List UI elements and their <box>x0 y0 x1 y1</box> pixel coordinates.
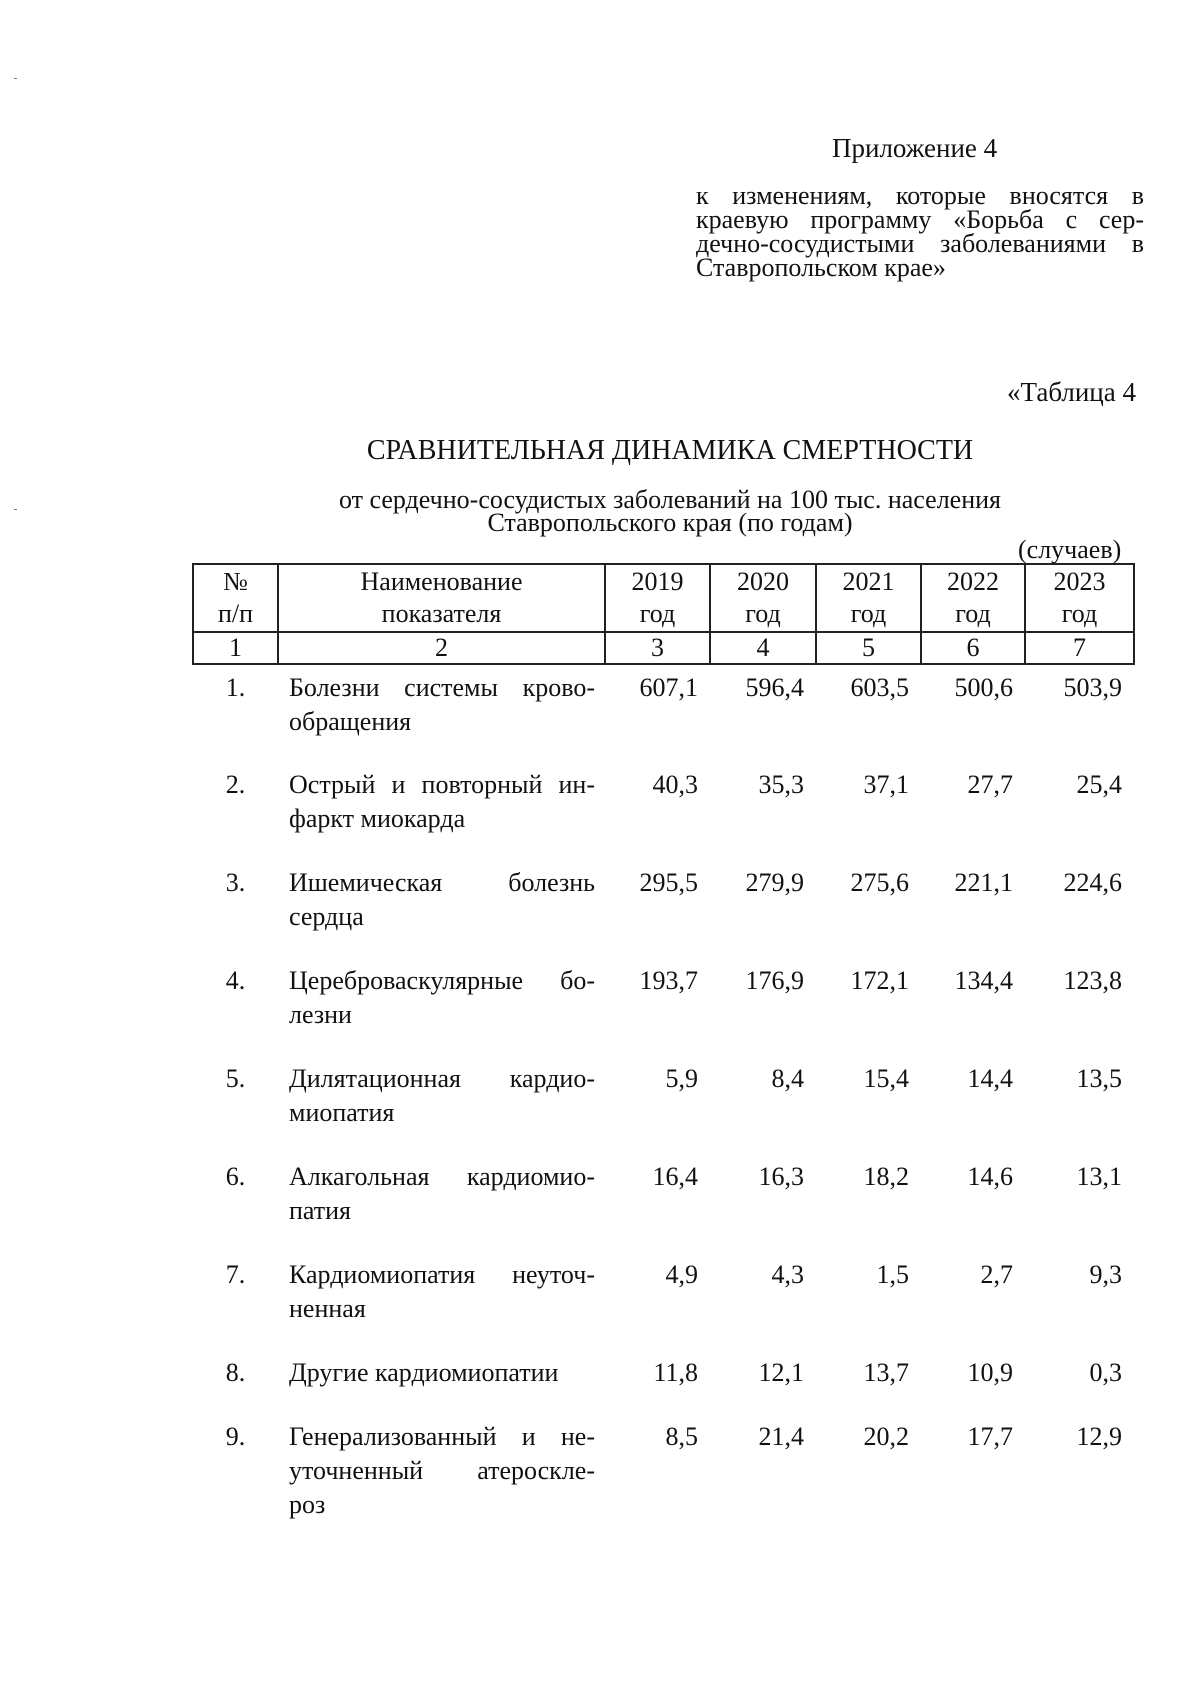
appendix-subtitle-line: к изменениям, которые вносятся в <box>696 181 1144 210</box>
column-number: 2 <box>278 632 605 664</box>
value-cell: 4,3 <box>771 1260 804 1289</box>
value-cell: 17,7 <box>967 1422 1013 1451</box>
value-cell: 20,2 <box>863 1422 909 1451</box>
column-number: 3 <box>605 632 710 664</box>
appendix-subtitle-line: краевую программу «Борьба с сер- <box>696 205 1144 234</box>
value-cell: 16,3 <box>758 1162 804 1191</box>
value-cell: 8,4 <box>771 1064 804 1093</box>
value-cell: 12,9 <box>1076 1422 1122 1451</box>
row-number: 1. <box>225 673 246 702</box>
indicator-name: Алкагольная кардиомио- патия <box>289 1162 595 1225</box>
value-cell: 10,9 <box>967 1358 1013 1387</box>
value-cell: 40,3 <box>652 770 698 799</box>
column-header: 2023 год <box>1025 564 1134 632</box>
table-row <box>193 1252 1134 1350</box>
value-cell: 27,7 <box>967 770 1013 799</box>
value-cell: 18,2 <box>863 1162 909 1191</box>
column-header: Наименование показателя <box>278 564 605 632</box>
value-cell: 11,8 <box>653 1358 698 1387</box>
table-row <box>193 860 1134 958</box>
value-cell: 15,4 <box>863 1064 909 1093</box>
value-cell: 2,7 <box>980 1260 1013 1289</box>
column-header: 2020 год <box>710 564 816 632</box>
column-header: 2019 год <box>605 564 710 632</box>
value-cell: 8,5 <box>665 1422 698 1451</box>
header-row <box>193 564 1134 632</box>
column-number: 7 <box>1025 632 1134 664</box>
value-cell: 5,9 <box>665 1064 698 1093</box>
table-row <box>193 1350 1134 1414</box>
table-subtitle-line: от сердечно-сосудистых заболеваний на 100 тыс. населения <box>338 485 1001 514</box>
column-header: 2022 год <box>921 564 1025 632</box>
value-cell: 224,6 <box>1063 868 1122 897</box>
appendix-title: Приложение 4 <box>832 133 998 163</box>
value-cell: 603,5 <box>850 673 909 702</box>
appendix-subtitle-line: дечно-сосудистыми заболеваниями в <box>696 229 1144 258</box>
value-cell: 14,4 <box>967 1064 1013 1093</box>
scan-mark <box>14 78 17 79</box>
value-cell: 9,3 <box>1089 1260 1122 1289</box>
mortality-table <box>192 563 1135 1522</box>
value-cell: 503,9 <box>1063 673 1122 702</box>
table-row <box>193 1154 1134 1252</box>
table-subtitle <box>0 485 1200 537</box>
table-row <box>193 958 1134 1056</box>
indicator-name: Генерализованный и не- уточненный атероскле- роз <box>289 1422 595 1519</box>
value-cell: 13,5 <box>1076 1064 1122 1093</box>
value-cell: 176,9 <box>745 966 804 995</box>
row-number: 3. <box>225 868 246 897</box>
row-number: 5. <box>225 1064 246 1093</box>
row-number: 8. <box>225 1358 246 1387</box>
indicator-name: Цереброваскулярные бо- лезни <box>289 966 595 1029</box>
table-row <box>193 1056 1134 1154</box>
row-number: 2. <box>225 770 246 799</box>
value-cell: 13,7 <box>863 1358 909 1387</box>
value-cell: 123,8 <box>1063 966 1122 995</box>
value-cell: 193,7 <box>639 966 698 995</box>
row-number: 7. <box>225 1260 246 1289</box>
column-number: 5 <box>816 632 921 664</box>
appendix-subtitle <box>696 181 1144 282</box>
table-label: «Таблица 4 <box>1007 377 1136 407</box>
column-header: 2021 год <box>816 564 921 632</box>
value-cell: 221,1 <box>954 868 1013 897</box>
value-cell: 607,1 <box>639 673 698 702</box>
value-cell: 16,4 <box>652 1162 698 1191</box>
value-cell: 275,6 <box>850 868 909 897</box>
value-cell: 172,1 <box>850 966 909 995</box>
value-cell: 279,9 <box>745 868 804 897</box>
value-cell: 0,3 <box>1089 1358 1122 1387</box>
value-cell: 500,6 <box>954 673 1013 702</box>
indicator-name: Другие кардиомиопатии <box>289 1358 559 1387</box>
indicator-name: Ишемическая болезнь сердца <box>289 868 595 931</box>
value-cell: 4,9 <box>665 1260 698 1289</box>
table-row <box>193 1414 1134 1522</box>
value-cell: 21,4 <box>758 1422 804 1451</box>
indicator-name: Острый и повторный ин- фаркт миокарда <box>289 770 595 833</box>
unit-label: (случаев) <box>1018 535 1122 564</box>
value-cell: 37,1 <box>863 770 909 799</box>
column-number: 6 <box>921 632 1025 664</box>
row-number: 9. <box>225 1422 246 1451</box>
value-cell: 13,1 <box>1076 1162 1122 1191</box>
value-cell: 1,5 <box>876 1260 909 1289</box>
value-cell: 596,4 <box>745 673 804 702</box>
column-number: 1 <box>193 632 278 664</box>
appendix-subtitle-line: Ставропольском крае» <box>696 253 946 282</box>
table-title: СРАВНИТЕЛЬНАЯ ДИНАМИКА СМЕРТНОСТИ <box>366 435 974 466</box>
value-cell: 35,3 <box>758 770 804 799</box>
table-subtitle-line: Ставропольского края (по годам) <box>487 508 853 537</box>
column-number: 4 <box>710 632 816 664</box>
table-row <box>193 664 1134 762</box>
indicator-name: Кардиомиопатия неуточ- ненная <box>289 1260 595 1323</box>
value-cell: 14,6 <box>967 1162 1013 1191</box>
value-cell: 134,4 <box>954 966 1013 995</box>
column-number-row <box>193 632 1134 664</box>
value-cell: 295,5 <box>639 868 698 897</box>
value-cell: 25,4 <box>1076 770 1122 799</box>
value-cell: 12,1 <box>758 1358 804 1387</box>
row-number: 6. <box>225 1162 246 1191</box>
row-number: 4. <box>225 966 246 995</box>
table-row <box>193 762 1134 860</box>
column-header: № п/п <box>193 564 278 632</box>
indicator-name: Болезни системы крово- обращения <box>289 673 595 736</box>
indicator-name: Дилятационная кардио- миопатия <box>289 1064 595 1127</box>
